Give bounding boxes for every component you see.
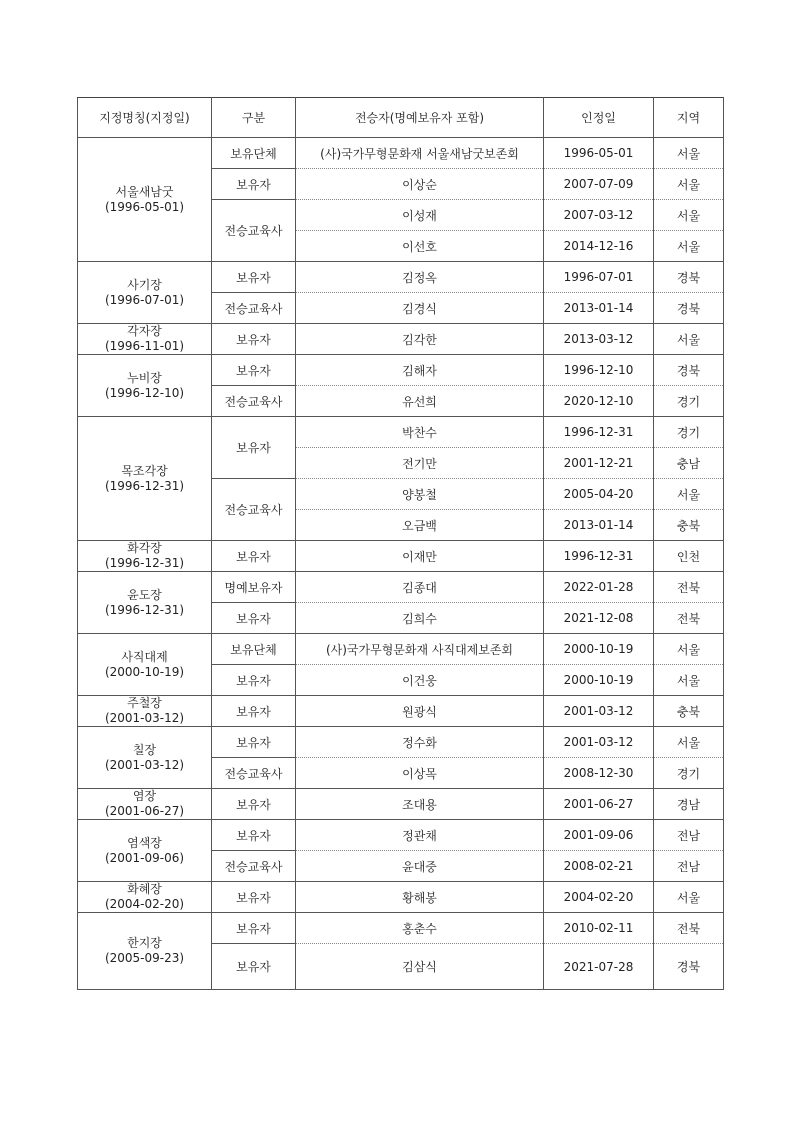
recognition-date-cell: 2001-12-21 [544, 448, 654, 479]
region-cell: 경기 [654, 417, 724, 448]
designation-name: 주철장 [127, 696, 162, 710]
category-cell: 보유단체 [212, 138, 296, 169]
designation-date: (1996-12-10) [104, 385, 185, 400]
header-recognition-date: 인정일 [544, 98, 654, 138]
designation-date: (2000-10-19) [104, 664, 185, 679]
designation-cell [78, 262, 212, 324]
category-cell: 보유자 [212, 789, 296, 820]
designation-date: (2005-09-23) [104, 951, 185, 965]
holder-cell: 정관채 [296, 820, 544, 851]
region-cell: 서울 [654, 479, 724, 510]
holder-cell: 이성재 [296, 200, 544, 231]
category-cell: 전승교육사 [212, 386, 296, 417]
region-cell: 경북 [654, 355, 724, 386]
region-cell: 서울 [654, 138, 724, 169]
region-cell: 경기 [654, 758, 724, 789]
region-cell: 서울 [654, 882, 724, 913]
designation-name: 염장 [132, 789, 157, 803]
designation-date: (2001-06-27) [104, 804, 185, 818]
holder-cell: 원광식 [296, 696, 544, 727]
designation-date: (2001-03-12) [104, 757, 185, 772]
holder-cell: 김종대 [296, 572, 544, 603]
designation-cell [78, 789, 212, 820]
region-cell: 서울 [654, 324, 724, 355]
region-cell: 인천 [654, 541, 724, 572]
recognition-date-cell: 2008-02-21 [544, 851, 654, 882]
table-row [78, 262, 724, 293]
holder-cell: 유선희 [296, 386, 544, 417]
designation-name: 사기장 [127, 277, 162, 292]
recognition-date-cell: 2013-01-14 [544, 510, 654, 541]
category-cell: 보유자 [212, 820, 296, 851]
holder-cell: 이상목 [296, 758, 544, 789]
table-row [78, 727, 724, 758]
designation-name: 윤도장 [127, 587, 162, 602]
holder-cell: 김삼식 [296, 944, 544, 990]
table-row [78, 355, 724, 386]
recognition-date-cell: 2021-12-08 [544, 603, 654, 634]
category-cell: 보유자 [212, 417, 296, 479]
region-cell: 경기 [654, 386, 724, 417]
region-cell: 전남 [654, 851, 724, 882]
recognition-date-cell: 2014-12-16 [544, 231, 654, 262]
recognition-date-cell: 2013-03-12 [544, 324, 654, 355]
designation-cell [78, 355, 212, 417]
category-cell: 보유자 [212, 324, 296, 355]
designation-date: (2001-03-12) [104, 711, 185, 725]
holder-cell: 윤대중 [296, 851, 544, 882]
holder-cell: 홍춘수 [296, 913, 544, 944]
holder-cell: 김해자 [296, 355, 544, 386]
designation-name: 칠장 [132, 742, 157, 757]
designation-cell [78, 138, 212, 262]
designation-name: 누비장 [127, 370, 162, 385]
designation-name: 사직대제 [121, 649, 168, 664]
recognition-date-cell: 2000-10-19 [544, 634, 654, 665]
header-holder: 전승자(명예보유자 포함) [296, 98, 544, 138]
category-cell: 전승교육사 [212, 293, 296, 324]
designation-cell [78, 541, 212, 572]
category-cell: 보유자 [212, 882, 296, 913]
table-row [78, 572, 724, 603]
table-row [78, 913, 724, 944]
region-cell: 충북 [654, 510, 724, 541]
designation-cell [78, 882, 212, 913]
table-row [78, 138, 724, 169]
region-cell: 서울 [654, 169, 724, 200]
designation-name: 각자장 [127, 324, 162, 338]
recognition-date-cell: 2010-02-11 [544, 913, 654, 944]
recognition-date-cell: 2021-07-28 [544, 944, 654, 990]
holder-cell: 박찬수 [296, 417, 544, 448]
region-cell: 서울 [654, 665, 724, 696]
region-cell: 전북 [654, 913, 724, 944]
category-cell: 전승교육사 [212, 479, 296, 541]
header-row [78, 98, 724, 138]
category-cell: 보유자 [212, 944, 296, 990]
designation-name: 화각장 [127, 541, 162, 555]
holder-cell: 정수화 [296, 727, 544, 758]
holder-cell: (사)국가무형문화재 서울새남굿보존회 [296, 138, 544, 169]
region-cell: 서울 [654, 634, 724, 665]
table-row [78, 696, 724, 727]
heritage-holders-table [77, 97, 724, 990]
header-region: 지역 [654, 98, 724, 138]
recognition-date-cell: 1996-12-31 [544, 417, 654, 448]
holder-cell: 김경식 [296, 293, 544, 324]
category-cell: 보유단체 [212, 634, 296, 665]
holder-cell: 이건웅 [296, 665, 544, 696]
category-cell: 보유자 [212, 541, 296, 572]
designation-name: 염색장 [127, 835, 162, 850]
header-category: 구분 [212, 98, 296, 138]
designation-date: (1996-12-31) [104, 478, 185, 493]
region-cell: 경남 [654, 789, 724, 820]
designation-cell [78, 417, 212, 541]
table-row [78, 634, 724, 665]
region-cell: 서울 [654, 200, 724, 231]
holder-cell: 이재만 [296, 541, 544, 572]
designation-date: (1996-07-01) [104, 292, 185, 307]
recognition-date-cell: 2022-01-28 [544, 572, 654, 603]
designation-cell [78, 727, 212, 789]
holder-cell: 김희수 [296, 603, 544, 634]
category-cell: 보유자 [212, 696, 296, 727]
holder-cell: (사)국가무형문화재 사직대제보존회 [296, 634, 544, 665]
designation-name: 화혜장 [127, 882, 162, 896]
designation-date: (1996-12-31) [104, 556, 185, 570]
holder-cell: 오금백 [296, 510, 544, 541]
table-row [78, 882, 724, 913]
category-cell: 전승교육사 [212, 758, 296, 789]
designation-date: (2001-09-06) [104, 850, 185, 865]
designation-cell [78, 634, 212, 696]
designation-date: (1996-11-01) [104, 339, 185, 353]
holder-cell: 전기만 [296, 448, 544, 479]
recognition-date-cell: 2005-04-20 [544, 479, 654, 510]
category-cell: 보유자 [212, 913, 296, 944]
table-row [78, 789, 724, 820]
designation-date: (1996-12-31) [104, 602, 185, 617]
recognition-date-cell: 2000-10-19 [544, 665, 654, 696]
table-row [78, 541, 724, 572]
designation-date: (1996-05-01) [104, 199, 185, 214]
holder-cell: 김각한 [296, 324, 544, 355]
holder-cell: 양봉철 [296, 479, 544, 510]
category-cell: 보유자 [212, 727, 296, 758]
table-row [78, 324, 724, 355]
recognition-date-cell: 2001-03-12 [544, 696, 654, 727]
designation-name: 한지장 [127, 936, 162, 950]
category-cell: 전승교육사 [212, 200, 296, 262]
recognition-date-cell: 2001-03-12 [544, 727, 654, 758]
recognition-date-cell: 1996-05-01 [544, 138, 654, 169]
region-cell: 전남 [654, 820, 724, 851]
category-cell: 보유자 [212, 262, 296, 293]
designation-cell [78, 572, 212, 634]
holder-cell: 김정옥 [296, 262, 544, 293]
region-cell: 충남 [654, 448, 724, 479]
recognition-date-cell: 2008-12-30 [544, 758, 654, 789]
holder-cell: 이상순 [296, 169, 544, 200]
recognition-date-cell: 2001-09-06 [544, 820, 654, 851]
region-cell: 경북 [654, 293, 724, 324]
region-cell: 충북 [654, 696, 724, 727]
recognition-date-cell: 1996-12-31 [544, 541, 654, 572]
recognition-date-cell: 2020-12-10 [544, 386, 654, 417]
recognition-date-cell: 2007-03-12 [544, 200, 654, 231]
category-cell: 명예보유자 [212, 572, 296, 603]
holder-cell: 조대용 [296, 789, 544, 820]
table-row [78, 417, 724, 448]
table-row [78, 820, 724, 851]
header-designation: 지정명칭(지정일) [78, 98, 212, 138]
designation-cell [78, 820, 212, 882]
region-cell: 경북 [654, 262, 724, 293]
region-cell: 전북 [654, 603, 724, 634]
designation-date: (2004-02-20) [104, 897, 185, 911]
designation-cell [78, 696, 212, 727]
recognition-date-cell: 2004-02-20 [544, 882, 654, 913]
category-cell: 보유자 [212, 169, 296, 200]
holder-cell: 황해봉 [296, 882, 544, 913]
recognition-date-cell: 2001-06-27 [544, 789, 654, 820]
category-cell: 보유자 [212, 355, 296, 386]
region-cell: 경북 [654, 944, 724, 990]
designation-cell [78, 324, 212, 355]
table-body [78, 138, 724, 990]
designation-name: 서울새남굿 [115, 184, 174, 199]
region-cell: 서울 [654, 231, 724, 262]
region-cell: 전북 [654, 572, 724, 603]
designation-cell [78, 913, 212, 990]
designation-name: 목조각장 [121, 463, 168, 478]
holder-cell: 이선호 [296, 231, 544, 262]
region-cell: 서울 [654, 727, 724, 758]
category-cell: 보유자 [212, 603, 296, 634]
recognition-date-cell: 1996-07-01 [544, 262, 654, 293]
recognition-date-cell: 1996-12-10 [544, 355, 654, 386]
recognition-date-cell: 2007-07-09 [544, 169, 654, 200]
category-cell: 보유자 [212, 665, 296, 696]
category-cell: 전승교육사 [212, 851, 296, 882]
recognition-date-cell: 2013-01-14 [544, 293, 654, 324]
